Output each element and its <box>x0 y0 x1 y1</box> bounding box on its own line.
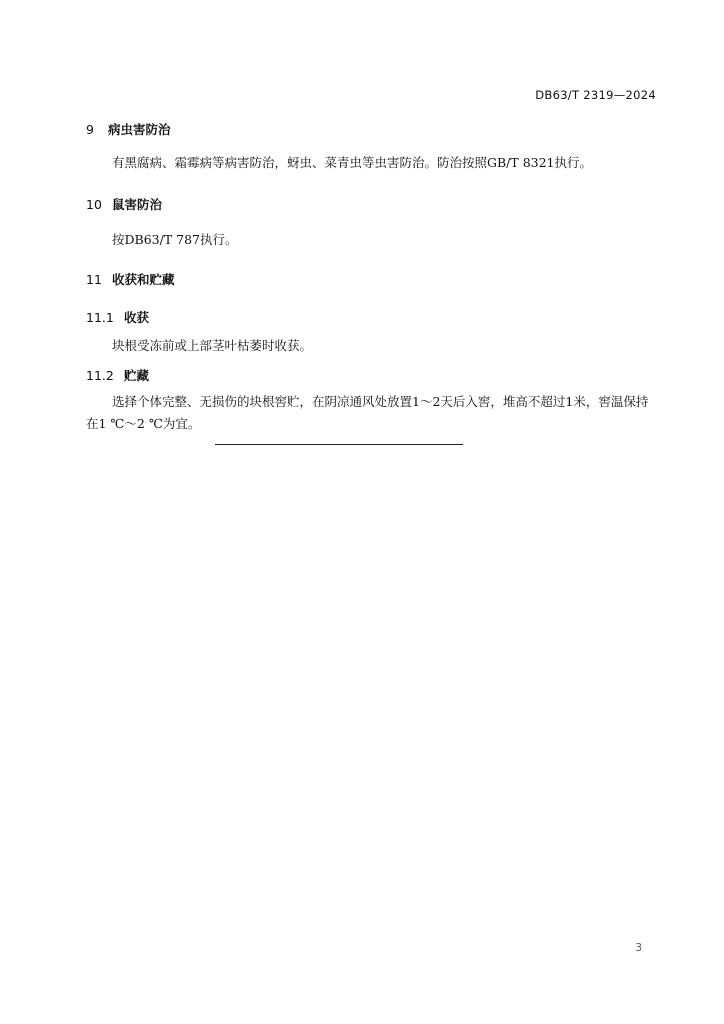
section-title: 收获和贮藏 <box>112 272 175 287</box>
section-number: 11.2 <box>86 368 114 383</box>
page-number: 3 <box>635 942 642 954</box>
section-title: 贮藏 <box>124 368 150 383</box>
section-title: 病虫害防治 <box>108 122 171 137</box>
section-number: 9 <box>86 122 94 137</box>
end-of-text-rule <box>215 444 463 445</box>
section-10-body: 按DB63/T 787执行。 <box>112 232 238 247</box>
section-title: 收获 <box>124 310 150 325</box>
section-11-heading <box>86 270 175 288</box>
section-9-body: 有黑腐病、霜霉病等病害防治，蚜虫、菜青虫等虫害防治。防治按照GB/T 8321执行。 <box>112 155 593 170</box>
section-11-2-heading <box>86 366 149 384</box>
section-number: 10 <box>86 197 102 212</box>
section-11-1-heading <box>86 308 149 326</box>
section-number: 11 <box>86 272 102 287</box>
section-title: 鼠害防治 <box>112 197 163 212</box>
section-number: 11.1 <box>86 310 114 325</box>
section-10-heading <box>86 195 162 213</box>
section-11-1-body: 块根受冻前或上部茎叶枯萎时收获。 <box>112 338 313 353</box>
section-11-2-body: 选择个体完整、无损伤的块根窖贮，在阴凉通风处放置1～2天后入窖，堆高不超过1米，窖温保持在1 ℃～2 ℃为宜。 <box>86 394 649 431</box>
document-code: DB63/T 2319—2024 <box>535 88 656 102</box>
section-9-heading <box>86 120 171 138</box>
